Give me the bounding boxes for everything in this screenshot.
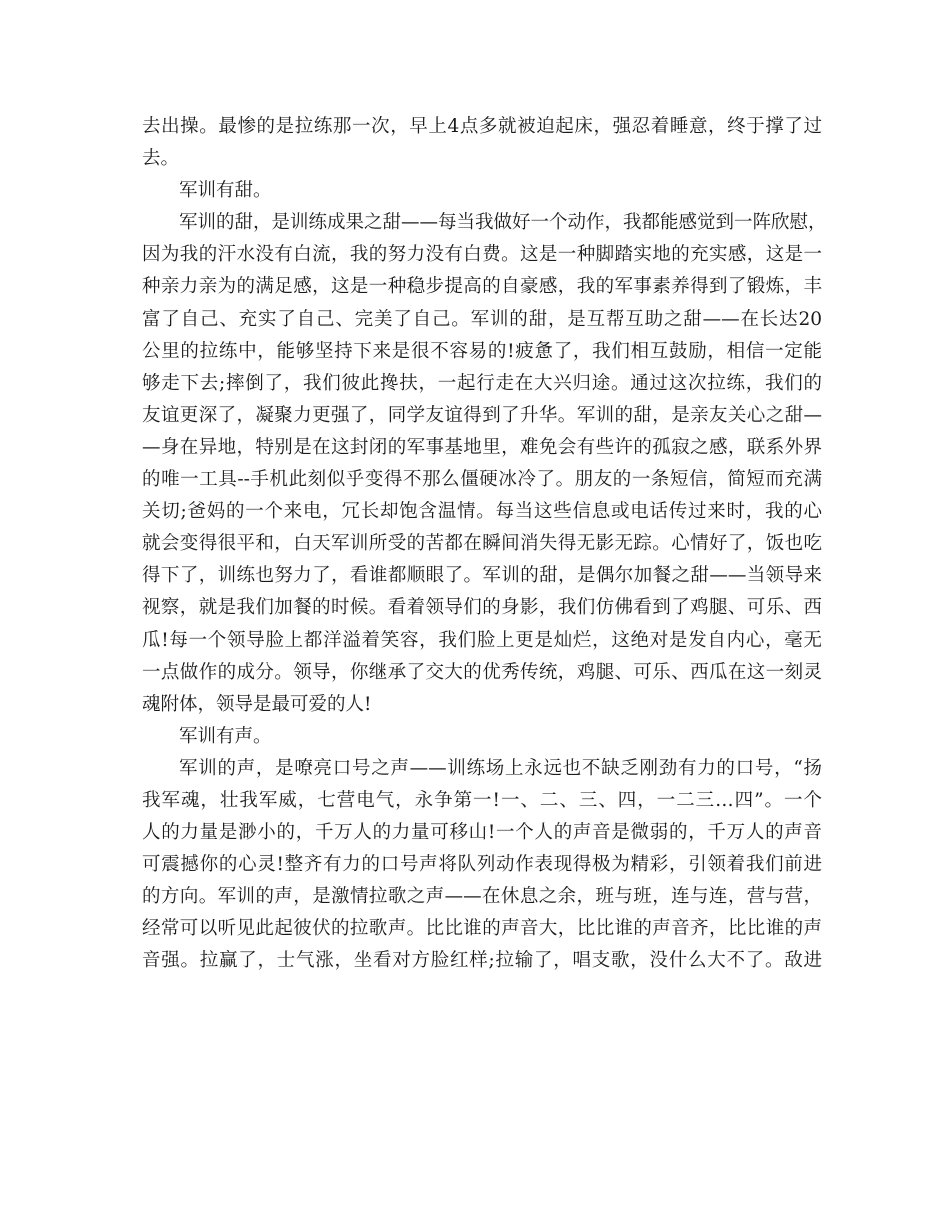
text-line: 音强。拉赢了，士气涨，坐看对方脸红样;拉输了，唱支歌，没什么大不了。敌进 bbox=[142, 950, 822, 972]
text-line: 经常可以听见此起彼伏的拉歌声。比比谁的声音大，比比谁的声音齐，比比谁的声 bbox=[142, 918, 822, 940]
text-line: 的方向。军训的声，是激情拉歌之声——在休息之余，班与班，连与连，营与营， bbox=[142, 886, 822, 908]
text-line: 可震撼你的心灵!整齐有力的口号声将队列动作表现得极为精彩，引领着我们前进 bbox=[142, 854, 822, 876]
text-line: 的唯一工具--手机此刻似乎变得不那么僵硬冰冷了。朋友的一条短信，简短而充满 bbox=[142, 469, 822, 491]
text-line: 瓜!每一个领导脸上都洋溢着笑容，我们脸上更是灿烂，这绝对是发自内心，毫无 bbox=[142, 629, 822, 651]
text-line: 我军魂，壮我军威，七营电气，永争第一!一、二、三、四，一二三…四”。一个 bbox=[142, 789, 822, 811]
document-body bbox=[142, 111, 827, 978]
text-line: 去。 bbox=[142, 148, 180, 170]
text-line: 军训的甜，是训练成果之甜——每当我做好一个动作，我都能感觉到一阵欣慰， bbox=[179, 212, 827, 234]
text-line: 军训有声。 bbox=[179, 725, 272, 747]
text-line: 关切;爸妈的一个来电，冗长却饱含温情。每当这些信息或电话传过来时，我的心 bbox=[142, 501, 822, 523]
text-line: 一点做作的成分。领导，你继承了交大的优秀传统，鸡腿、可乐、西瓜在这一刻灵 bbox=[142, 661, 822, 683]
text-line: 够走下去;摔倒了，我们彼此搀扶，一起行走在大兴归途。通过这次拉练，我们的 bbox=[142, 372, 822, 394]
text-line: 因为我的汗水没有白流，我的努力没有白费。这是一种脚踏实地的充实感，这是一 bbox=[142, 244, 822, 266]
text-line: 军训有甜。 bbox=[179, 180, 272, 202]
text-line: 去出操。最惨的是拉练那一次，早上4点多就被迫起床，强忍着睡意，终于撑了过 bbox=[142, 116, 822, 137]
text-line: 得下了，训练也努力了，看谁都顺眼了。军训的甜，是偶尔加餐之甜——当领导来 bbox=[142, 565, 822, 587]
text-line: 军训的声，是嘹亮口号之声——训练场上永远也不缺乏刚劲有力的口号，“扬 bbox=[179, 757, 822, 779]
text-line: 公里的拉练中，能够坚持下来是很不容易的!疲惫了，我们相互鼓励，相信一定能 bbox=[142, 340, 822, 362]
text-line: 视察，就是我们加餐的时候。看着领导们的身影，我们仿佛看到了鸡腿、可乐、西 bbox=[142, 597, 822, 619]
text-line: —身在异地，特别是在这封闭的军事基地里，难免会有些许的孤寂之感，联系外界 bbox=[142, 436, 822, 458]
text-line: 就会变得很平和，白天军训所受的苦都在瞬间消失得无影无踪。心情好了，饭也吃 bbox=[142, 533, 822, 555]
text-line: 魂附体，领导是最可爱的人! bbox=[142, 693, 372, 715]
text-line: 富了自己、充实了自己、完美了自己。军训的甜，是互帮互助之甜——在长达20 bbox=[142, 308, 822, 330]
text-line: 人的力量是渺小的，千万人的力量可移山!一个人的声音是微弱的，千万人的声音 bbox=[142, 822, 822, 844]
text-line: 种亲力亲为的满足感，这是一种稳步提高的自豪感，我的军事素养得到了锻炼，丰 bbox=[142, 276, 822, 298]
text-line: 友谊更深了，凝聚力更强了，同学友谊得到了升华。军训的甜，是亲友关心之甜— bbox=[142, 404, 822, 426]
